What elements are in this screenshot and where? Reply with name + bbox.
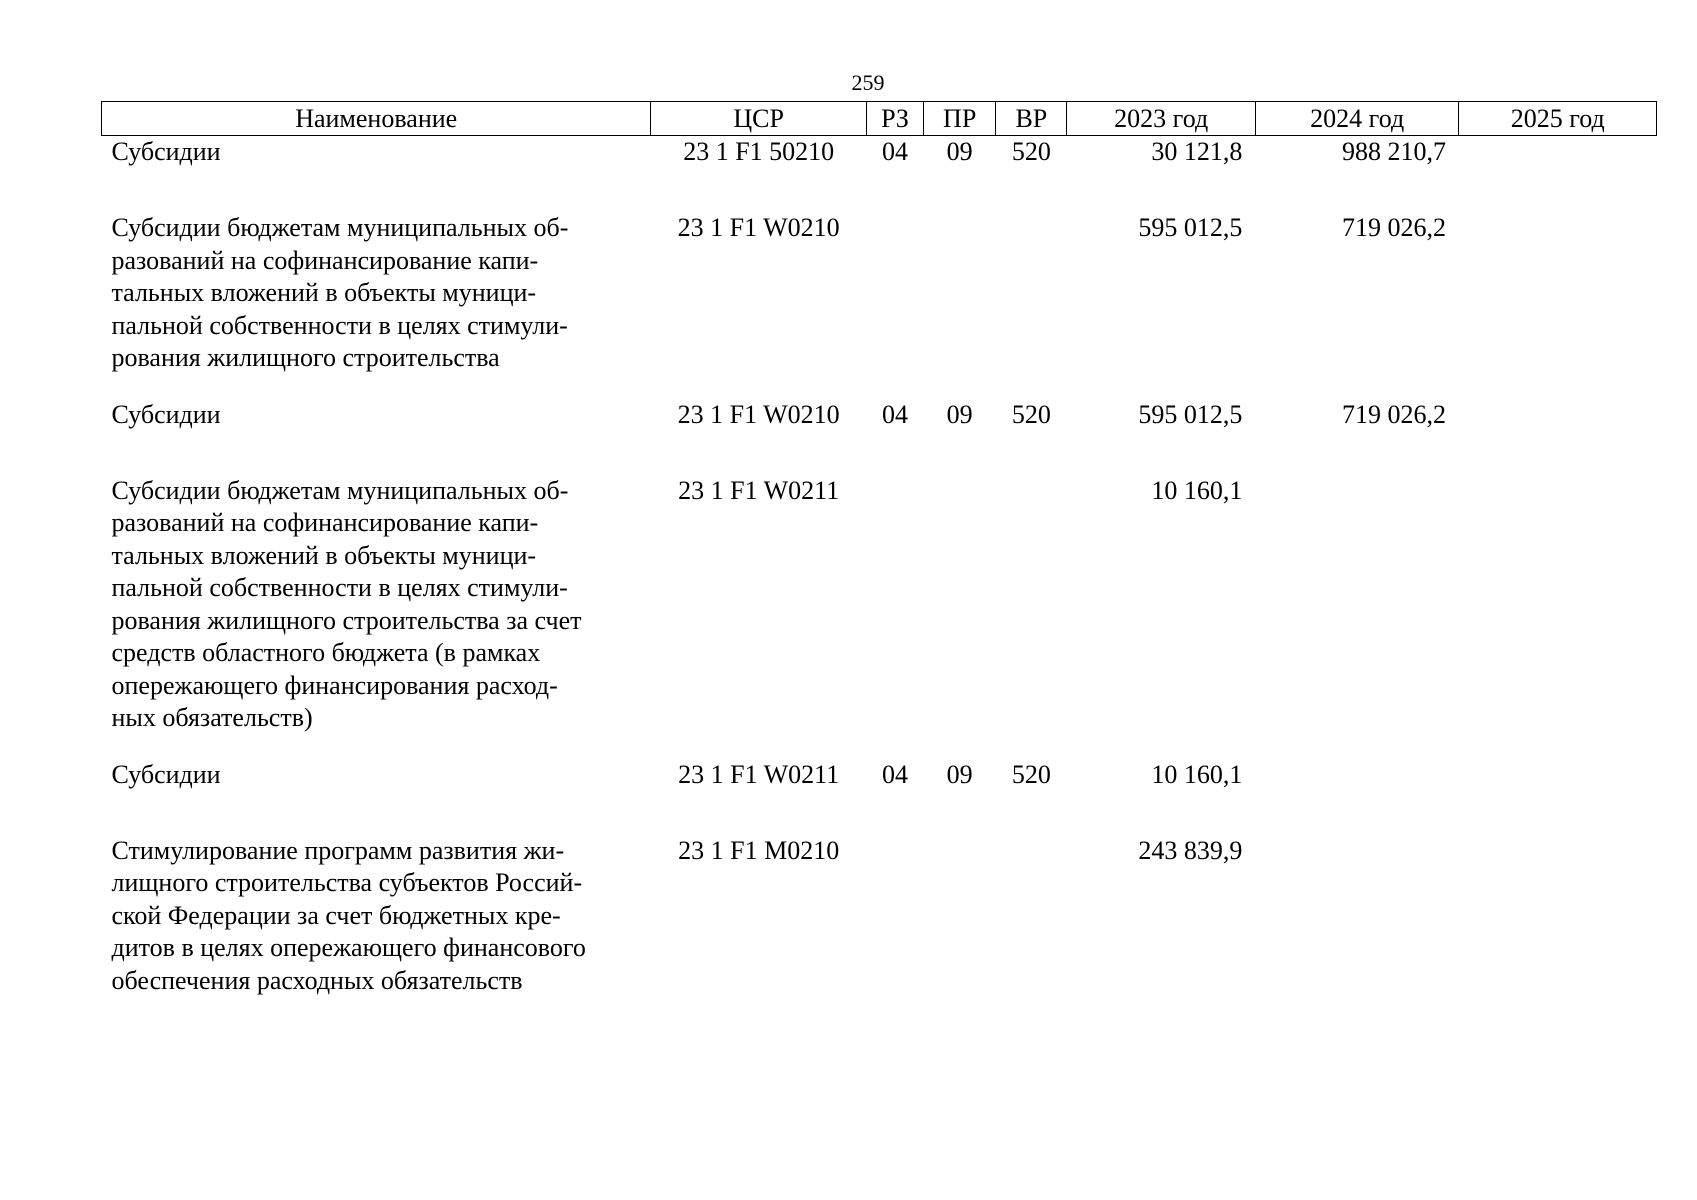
row-name: Субсидии — [111, 137, 221, 166]
row-rz — [866, 212, 923, 399]
row-pr: 09 — [946, 137, 973, 166]
row-2025 — [1459, 212, 1657, 399]
row-name: Субсидии — [111, 759, 221, 789]
table-row — [102, 399, 1657, 475]
header-row — [102, 102, 1657, 136]
table-row — [102, 136, 1657, 213]
budget-table — [101, 101, 1657, 1021]
table-body — [102, 136, 1657, 1022]
row-2025 — [1459, 136, 1657, 213]
row-2023: 10 160,1 — [1151, 759, 1243, 789]
row-2025 — [1459, 759, 1657, 835]
row-vr: 520 — [1011, 759, 1051, 789]
header-pr: ПР — [924, 102, 996, 136]
row-2024 — [1255, 835, 1459, 1022]
table-row — [102, 759, 1657, 835]
row-name: Субсидии бюджетам муниципальных об- разований на софинансирование капи- тальных вложений в объекты муници- пальной собственности в целях стимули- рования жилищного строительства — [111, 213, 569, 372]
row-2024: 719 026,2 — [1341, 399, 1446, 429]
header-2024: 2024 год — [1255, 102, 1459, 136]
row-rz: 04 — [882, 399, 909, 429]
row-csr: 23 1 F1 M0210 — [678, 835, 840, 865]
table-row — [102, 212, 1657, 399]
row-2023: 243 839,9 — [1138, 835, 1243, 865]
row-vr — [996, 835, 1067, 1022]
row-name: Стимулирование программ развития жи- лищного строительства субъектов Россий- ской Федерации за счет бюджетных кре- дитов в целях опережающего финансового обеспечения расходных обязательств — [111, 835, 586, 995]
row-pr — [924, 835, 996, 1022]
header-csr: ЦСР — [651, 102, 867, 136]
row-2025 — [1459, 835, 1657, 1022]
row-2023: 595 012,5 — [1138, 399, 1243, 429]
row-vr: 520 — [1011, 137, 1051, 166]
row-2024: 719 026,2 — [1341, 213, 1446, 242]
header-2025: 2025 год — [1459, 102, 1657, 136]
row-pr: 09 — [946, 399, 973, 429]
row-csr: 23 1 F1 W0210 — [677, 213, 840, 242]
row-csr: 23 1 F1 W0211 — [678, 759, 840, 789]
row-2023: 30 121,8 — [1151, 137, 1243, 166]
row-pr: 09 — [946, 759, 973, 789]
row-2024: 988 210,7 — [1341, 137, 1446, 166]
row-rz: 04 — [882, 137, 909, 166]
row-csr: 23 1 F1 W0210 — [677, 399, 840, 429]
row-pr — [924, 475, 996, 759]
row-rz — [866, 835, 923, 1022]
row-2024 — [1255, 759, 1459, 835]
row-csr: 23 1 F1 W0211 — [678, 475, 840, 505]
row-vr — [996, 212, 1067, 399]
header-rz: РЗ — [866, 102, 923, 136]
row-name: Субсидии — [111, 399, 221, 429]
row-2023: 595 012,5 — [1138, 213, 1243, 242]
row-rz: 04 — [882, 759, 909, 789]
table-row — [102, 475, 1657, 759]
header-vr: ВР — [996, 102, 1067, 136]
row-pr — [924, 212, 996, 399]
row-2025 — [1459, 399, 1657, 475]
row-rz — [866, 475, 923, 759]
row-2024 — [1255, 475, 1459, 759]
header-name: Наименование — [102, 102, 651, 136]
row-2023: 10 160,1 — [1151, 475, 1243, 505]
row-vr — [996, 475, 1067, 759]
row-csr: 23 1 F1 50210 — [683, 137, 835, 166]
header-2023: 2023 год — [1067, 102, 1255, 136]
table-header — [102, 102, 1657, 136]
row-2025 — [1459, 475, 1657, 759]
row-vr: 520 — [1011, 399, 1051, 429]
table-row — [102, 835, 1657, 1022]
page-number: 259 — [851, 70, 885, 95]
row-name: Субсидии бюджетам муниципальных об- разований на софинансирование капи- тальных вложений в объекты муници- пальной собственности в целях стимули- рования жилищного строительства за счет средств областного бюджета (в рамках опережающего финансирования расход- ных обязательств) — [111, 475, 582, 732]
